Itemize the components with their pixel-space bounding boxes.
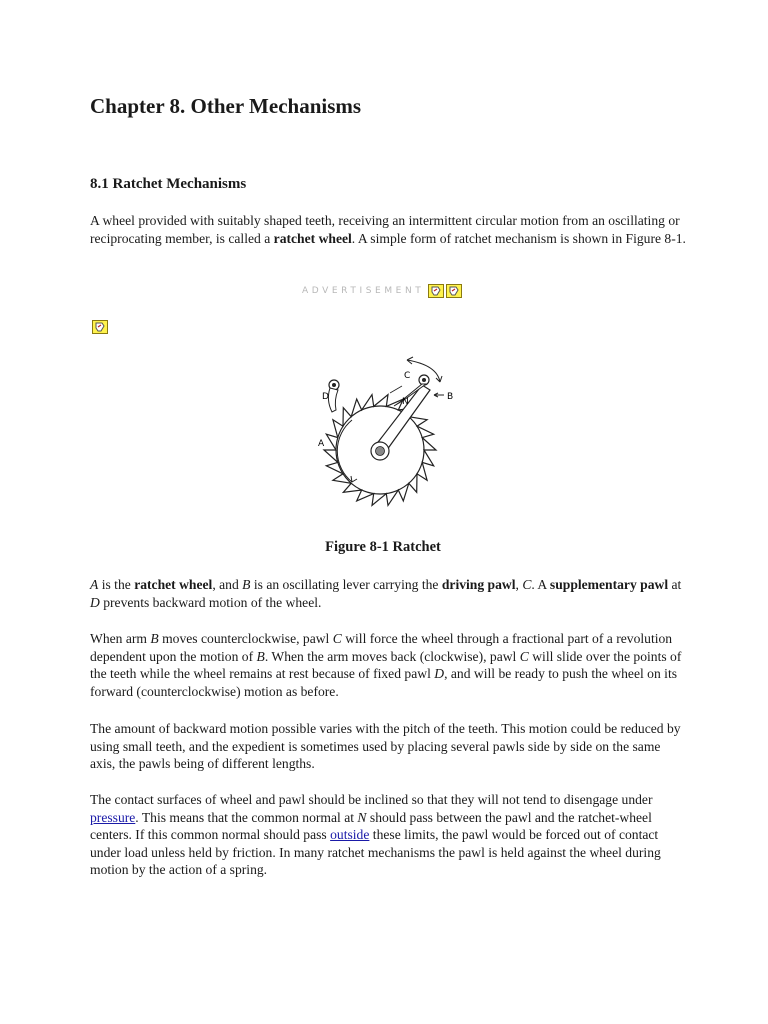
figure-label-d: D <box>322 392 329 402</box>
advertisement-label: ADVERTISEMENT <box>302 286 425 296</box>
supplementary-pawl-d <box>328 388 338 412</box>
wheel-axle <box>376 447 385 456</box>
link-outside[interactable]: outside <box>330 827 370 843</box>
figure-label-c: C <box>404 371 411 381</box>
figure-label-a: A <box>318 439 325 449</box>
ratchet-figure <box>312 350 452 520</box>
paragraph-components: A is the ratchet wheel, and B is an oscillating lever carrying the driving pawl, C. A supplementary pawl at D prevents backward motion of the wheel. <box>90 577 682 610</box>
link-pressure[interactable]: pressure <box>90 809 136 825</box>
figure-label-b: B <box>447 392 454 402</box>
broken-image-icon[interactable] <box>428 284 444 298</box>
paragraph-motion: When arm B moves counterclockwise, pawl C will force the wheel through a fractional part of a revolution dependent upon the motion of B. When the arm moves back (clockwise), pawl C will slide over the points of the teeth while the wheel remains at rest because of fixed pawl D, and will be ready to push the wheel on its forward (counterclockwise) motion as before. <box>90 631 682 699</box>
ratchet-diagram <box>312 350 452 520</box>
term-ratchet-wheel: ratchet wheel <box>273 230 352 246</box>
advertisement-banner <box>302 284 462 298</box>
paragraph-contact-surfaces: The contact surfaces of wheel and pawl should be inclined so that they will not tend to disengage under pressure. This means that the common normal at N should pass between the pawl and the ratchet-wheel centers. If this common normal should pass outside these limits, the pawl would be forced out of contact under load unless held by friction. In many ratchet mechanisms the pawl is held against the wheel during motion by the action of a spring. <box>90 792 661 878</box>
figure-label-n: N <box>402 397 409 407</box>
broken-image-icon[interactable] <box>446 284 462 298</box>
figure-caption: Figure 8-1 Ratchet <box>325 539 441 555</box>
broken-image-icon[interactable] <box>92 320 108 334</box>
paragraph-backward-motion: The amount of backward motion possible varies with the pitch of the teeth. This motion could be reduced by using small teeth, and the expedient is sometimes used by placing several pawls side by side on the same axis, the pawls being of different lengths. <box>90 721 681 772</box>
section-title: 8.1 Ratchet Mechanisms <box>90 176 247 192</box>
intro-paragraph: A wheel provided with suitably shaped teeth, receiving an intermittent circular motion from an oscillating or reciprocating member, is called a ratchet wheel. A simple form of ratchet mechanism is shown in Figure 8-1. <box>90 213 686 246</box>
chapter-title: Chapter 8. Other Mechanisms <box>90 94 362 118</box>
